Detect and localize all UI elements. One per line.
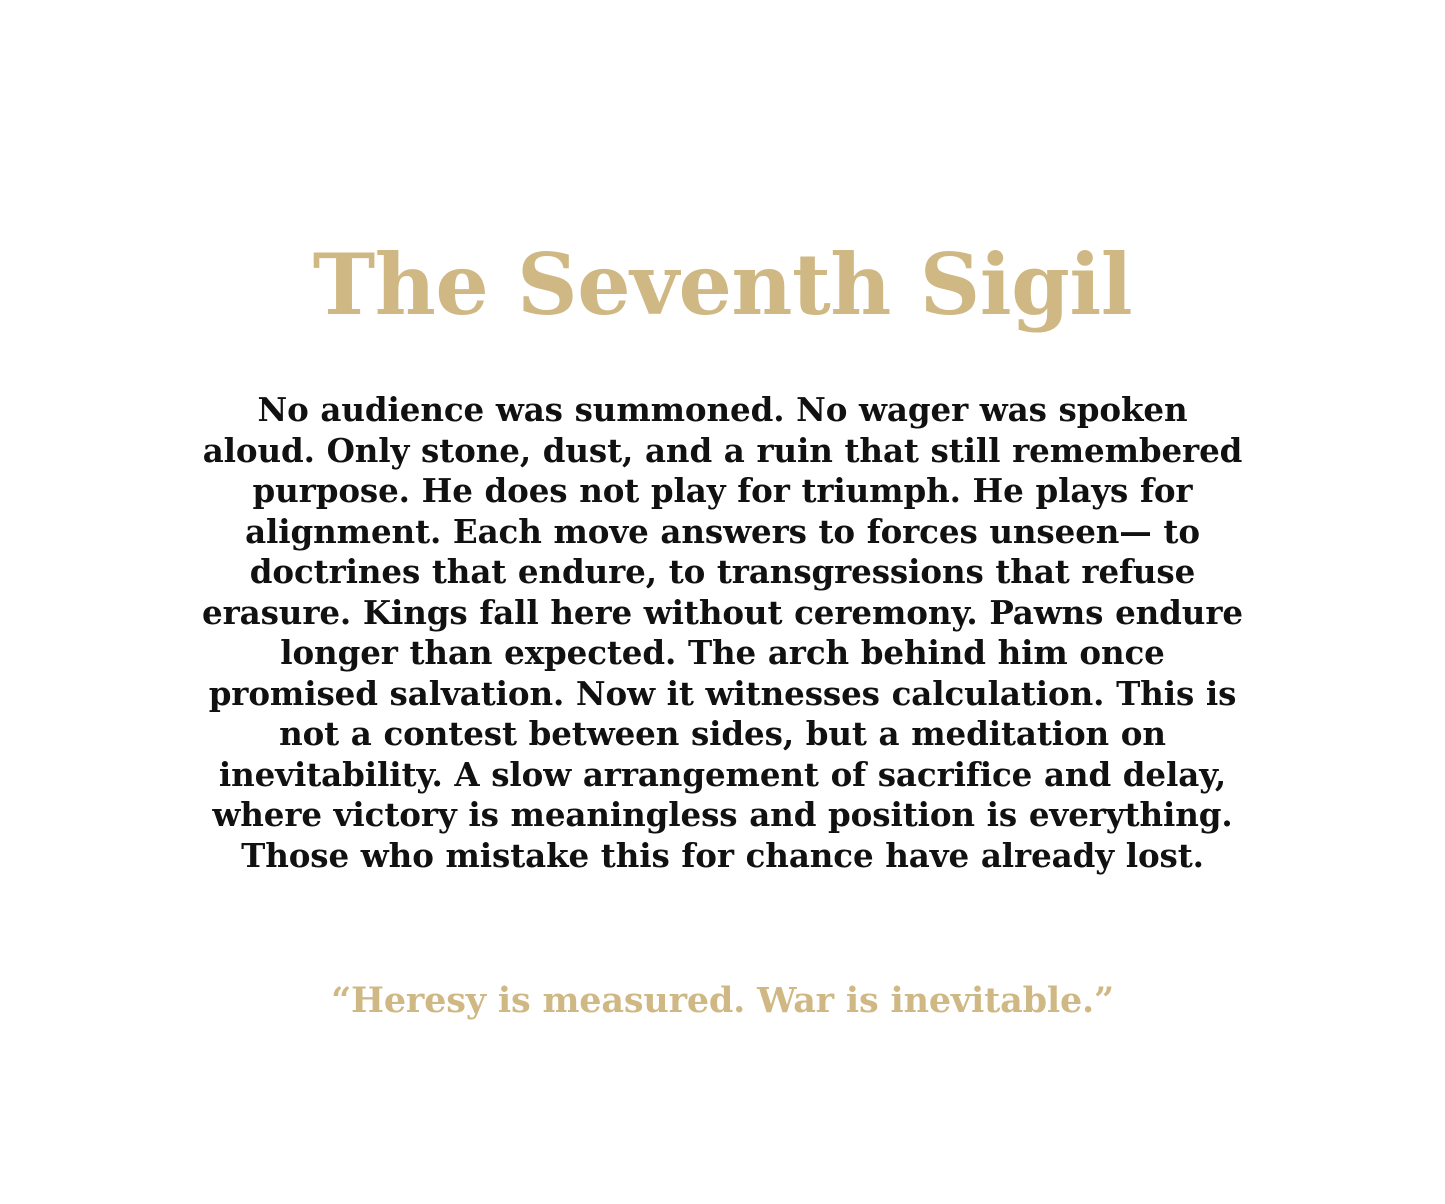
pull-quote: “Heresy is measured. War is inevitable.”	[331, 980, 1114, 1021]
body-paragraph: No audience was summoned. No wager was spoken aloud. Only stone, dust, and a ruin that still remembered purpose. He does not play for triumph. He plays for alignment. Each move answers to forces unseen— to doctrines that endure, to transgressions that refuse erasure. Kings fall here without ceremony. Pawns endure longer than expected. The arch behind him once promised salvation. Now it witnesses calculation. This is not a contest between sides, but a meditation on inevitability. A slow arrangement of sacrifice and delay, where victory is meaningless and position is everything. Those who mistake this for chance have already lost.	[202, 390, 1243, 875]
page-title: The Seventh Sigil	[312, 235, 1133, 334]
